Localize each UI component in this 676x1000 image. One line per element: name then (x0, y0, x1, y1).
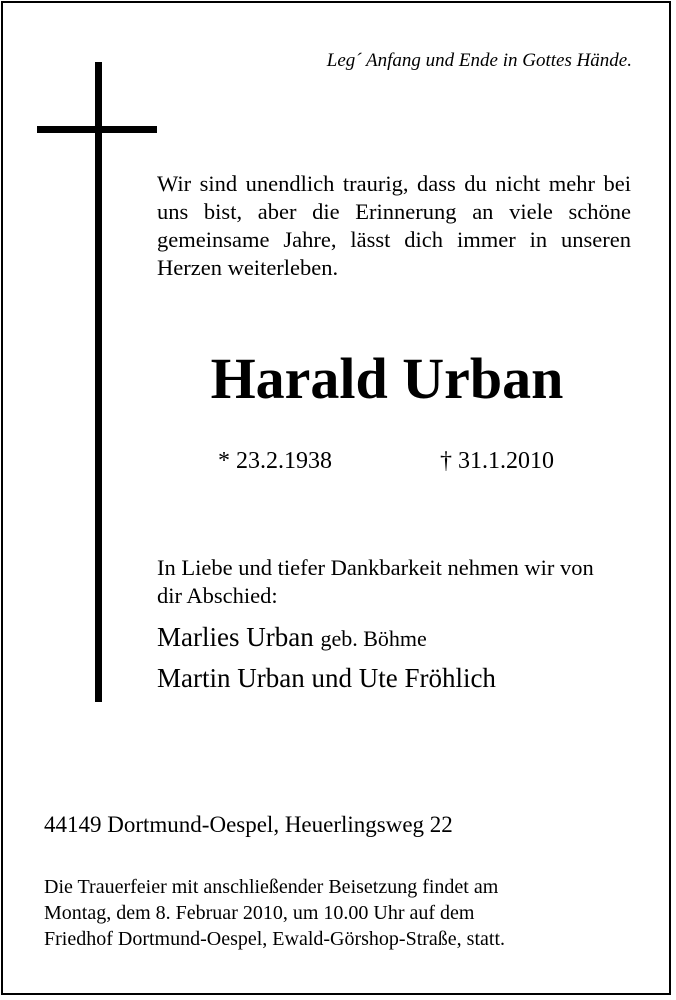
mourner-name: Marlies Urban (157, 622, 314, 652)
death-date-value: 31.1.2010 (458, 448, 554, 474)
cross-icon (95, 62, 102, 702)
funeral-service-info (44, 874, 624, 952)
intro-text: Wir sind unendlich traurig, dass du nicht mehr bei uns bist, aber die Erinnerung an viele schöne gemeinsame Jahre, lässt dich immer in unseren Herzen weiterleben. (157, 171, 631, 280)
dagger-icon: † (440, 448, 452, 474)
mourner-line (157, 622, 427, 653)
service-line: Die Trauerfeier mit anschließender Beisetzung findet am (44, 876, 499, 898)
deceased-name: Harald Urban (210, 346, 564, 411)
birth-date (218, 448, 332, 475)
farewell-text: In Liebe und tiefer Dankbarkeit nehmen wir von dir Abschied: (157, 555, 594, 608)
birth-date-value: 23.2.1938 (236, 448, 332, 474)
motto: Leg´ Anfang und Ende in Gottes Hände. (326, 50, 632, 71)
star-icon: * (218, 448, 230, 474)
mourner-maiden-name: geb. Böhme (320, 626, 427, 651)
address: 44149 Dortmund-Oespel, Heuerlingsweg 22 (44, 812, 453, 837)
cross-icon-crossbar (37, 126, 157, 133)
service-line: Montag, dem 8. Februar 2010, um 10.00 Uhr auf dem (44, 902, 475, 924)
death-date (440, 448, 554, 475)
mourner-name: Martin Urban und Ute Fröhlich (157, 663, 496, 693)
service-line: Friedhof Dortmund-Oespel, Ewald-Görshop-Straße, statt. (44, 928, 506, 950)
mourner-line (157, 663, 496, 694)
